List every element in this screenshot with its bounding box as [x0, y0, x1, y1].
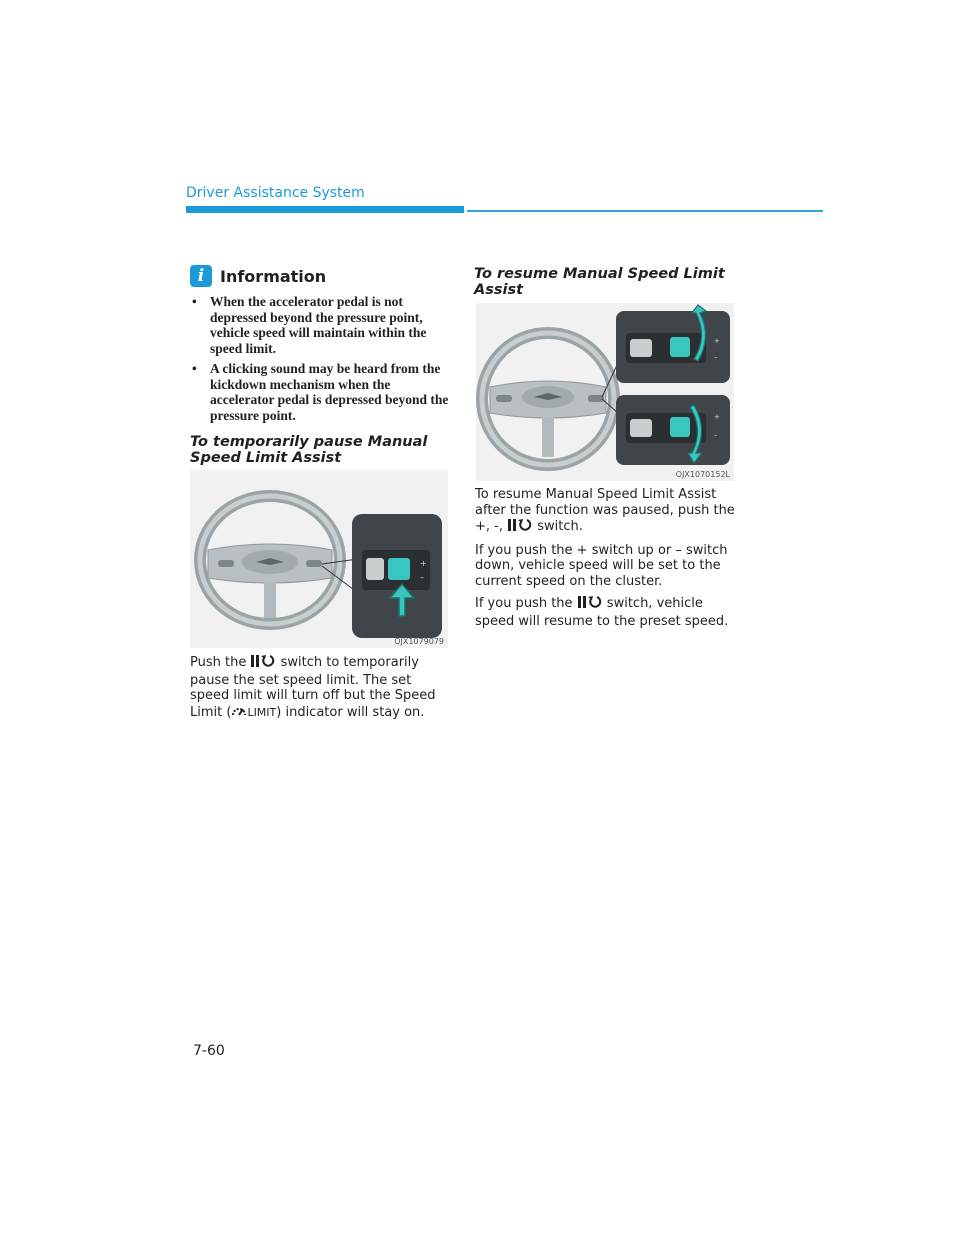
header-rule-thin [467, 210, 823, 212]
limit-label: LIMIT [247, 705, 277, 719]
figure-code: OJX1079079 [394, 637, 444, 646]
svg-text:+: + [714, 337, 720, 345]
information-bullet: • When the accelerator pedal is not depressed beyond the pressure point, vehicle speed will maintain within the speed limit. [190, 294, 452, 356]
info-icon: i [190, 265, 212, 287]
information-bullets [190, 294, 452, 428]
pause-section-title: To temporarily pause Manual Speed Limit Assist [190, 434, 428, 466]
svg-text:–: – [420, 573, 424, 582]
steering-wheel-figure-resume [476, 303, 734, 481]
steering-wheel-pause-illustration [190, 470, 448, 648]
svg-text:+: + [420, 559, 427, 568]
resume-section-body [475, 487, 737, 635]
header-rule-accent [186, 206, 464, 213]
section-header-title: Driver Assistance System [186, 185, 365, 201]
information-heading [190, 265, 326, 287]
resume-paragraph-1: To resume Manual Speed Limit Assist after the function was paused, push the +, -, switch. [475, 487, 737, 537]
resume-paragraph-2: If you push the + switch up or – switch down, vehicle speed will be set to the current speed on the cluster. [475, 542, 728, 589]
resume-paragraph-3: If you push the switch, vehicle speed will resume to the preset speed. [475, 596, 729, 629]
svg-text:–: – [714, 431, 718, 439]
pause-resume-switch-icon [250, 654, 276, 673]
speed-limit-indicator-icon [231, 704, 247, 723]
steering-wheel-figure-pause [190, 470, 448, 648]
information-bullet: • A clicking sound may be heard from the kickdown mechanism when the accelerator pedal is depressed beyond the pressure point. [190, 361, 452, 423]
pause-section-body: Push the switch to temporarily pause the set speed limit. The set speed limit will turn off but the Speed Limit ( LIMIT) indicator will stay on. [190, 654, 448, 728]
svg-text:+: + [714, 413, 720, 421]
steering-wheel-resume-illustration [476, 303, 734, 481]
figure-code: OJX1070152L [675, 470, 730, 479]
pause-resume-switch-icon [577, 595, 603, 614]
pause-resume-switch-icon [507, 518, 533, 537]
resume-section-title: To resume Manual Speed Limit Assist [474, 266, 725, 298]
information-title: Information [220, 266, 327, 286]
svg-text:–: – [714, 353, 718, 361]
page-number: 7-60 [193, 1043, 225, 1059]
